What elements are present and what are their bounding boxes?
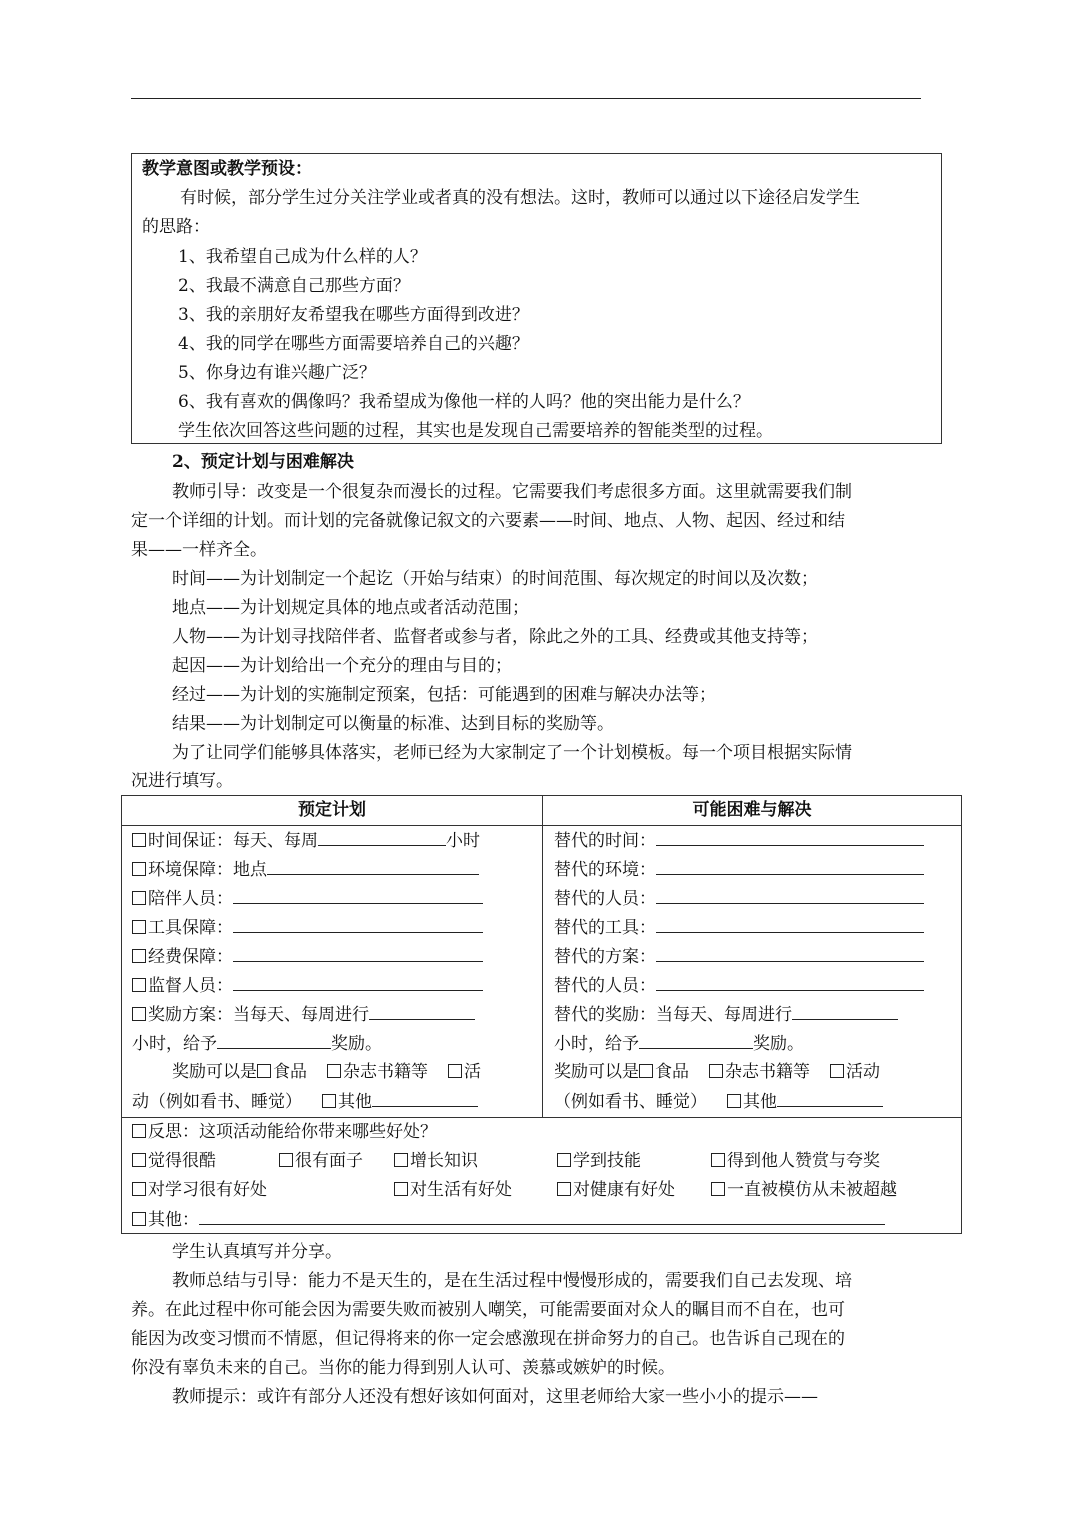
- reflect-option: 很有面子: [279, 1147, 363, 1176]
- guide-line: 定一个详细的计划。而计划的完备就像记叙文的六要素——时间、地点、人物、起因、经过和结: [131, 511, 845, 531]
- checkbox[interactable]: [132, 1182, 146, 1196]
- reflect-option: 觉得很酷: [132, 1147, 216, 1176]
- alt-people2-row: 替代的人员：: [554, 971, 924, 1001]
- checkbox[interactable]: [132, 1153, 146, 1167]
- checkbox[interactable]: [709, 1064, 723, 1078]
- reward-hours-row: 小时，给予 奖励。: [132, 1029, 382, 1059]
- alt-people-row: 替代的人员：: [554, 884, 924, 914]
- guide-line: 果——一样齐全。: [131, 540, 267, 560]
- alt-give-blank[interactable]: [639, 1029, 753, 1049]
- checkbox[interactable]: [132, 978, 146, 992]
- element-line: 经过——为计划的实施制定预案，包括：可能遇到的困难与解决办法等；: [172, 685, 716, 705]
- checkbox[interactable]: [448, 1064, 462, 1078]
- env-blank[interactable]: [267, 855, 479, 875]
- checkbox[interactable]: [557, 1153, 571, 1167]
- summary-line: 你没有辜负未来的自己。当你的能力得到别人认可、羡慕或嫉妒的时候。: [131, 1358, 675, 1378]
- checkbox[interactable]: [132, 949, 146, 963]
- element-line: 人物——为计划寻找陪伴者、监督者或参与者，除此之外的工具、经费或其他支持等；: [172, 627, 818, 647]
- summary-line: 教师总结与引导：能力不是天生的，是在生活过程中慢慢形成的，需要我们自己去发现、培: [172, 1271, 852, 1291]
- alt-people-blank[interactable]: [656, 884, 924, 904]
- template-line: 况进行填写。: [131, 771, 233, 791]
- reward-give-blank[interactable]: [217, 1029, 331, 1049]
- alt-time-blank[interactable]: [656, 826, 924, 846]
- intent-closing: 学生依次回答这些问题的过程，其实也是发现自己需要培养的智能类型的过程。: [178, 421, 773, 441]
- element-line: 起因——为计划给出一个充分的理由与目的；: [172, 656, 512, 676]
- checkbox[interactable]: [830, 1064, 844, 1078]
- reward-options-row2: 动（例如看书、睡觉） 其他: [132, 1087, 478, 1117]
- checkbox[interactable]: [132, 862, 146, 876]
- supervisor-blank[interactable]: [233, 971, 483, 991]
- alt-reward-blank[interactable]: [792, 1000, 898, 1020]
- alt-reward-hours-row: 小时，给予 奖励。: [554, 1029, 804, 1059]
- checkbox[interactable]: [132, 891, 146, 905]
- question-item: 6、我有喜欢的偶像吗？我希望成为像他一样的人吗？他的突出能力是什么？: [178, 392, 750, 412]
- question-item: 5、你身边有谁兴趣广泛？: [178, 363, 376, 383]
- reflect-option: 增长知识: [394, 1147, 478, 1176]
- env-row: 环境保障：地点: [132, 855, 479, 885]
- alt-time-row: 替代的时间：: [554, 826, 924, 856]
- question-item: 2、我最不满意自己那些方面？: [178, 276, 410, 296]
- reward-row: 奖励方案：当每天、每周进行: [132, 1000, 475, 1030]
- tools-row: 工具保障：: [132, 913, 483, 943]
- companion-row: 陪伴人员：: [132, 884, 483, 914]
- alt-env-blank[interactable]: [656, 855, 924, 875]
- reflect-option: 对学习很有好处: [132, 1176, 267, 1205]
- hint-line: 教师提示：或许有部分人还没有想好该如何面对，这里老师给大家一些小小的提示——: [172, 1387, 818, 1407]
- section-heading: 2、预定计划与困难解决: [172, 452, 354, 472]
- checkbox[interactable]: [322, 1094, 336, 1108]
- guide-line: 教师引导：改变是一个很复杂而漫长的过程。它需要我们考虑很多方面。这里就需要我们制: [172, 482, 852, 502]
- checkbox[interactable]: [132, 1007, 146, 1021]
- alt-reward-options-row: 奖励可以是 食品 杂志书籍等 活动: [554, 1062, 880, 1082]
- checkbox[interactable]: [327, 1064, 341, 1078]
- checkbox[interactable]: [394, 1153, 408, 1167]
- alt-other-blank[interactable]: [777, 1087, 883, 1107]
- checkbox[interactable]: [132, 1212, 146, 1226]
- other-blank[interactable]: [372, 1087, 478, 1107]
- intent-intro-line2: 的思路：: [142, 217, 210, 237]
- alt-plan-blank[interactable]: [656, 942, 924, 962]
- checkbox[interactable]: [727, 1094, 741, 1108]
- reward-options-row: 奖励可以是 食品 杂志书籍等 活: [172, 1062, 481, 1082]
- time-guarantee-row: 时间保证：每天、每周 小时: [132, 826, 480, 856]
- supervisor-row: 监督人员：: [132, 971, 483, 1001]
- summary-line: 养。在此过程中你可能会因为需要失败而被别人嘲笑，可能需要面对众人的瞩目而不自在，也可: [131, 1300, 845, 1320]
- alt-people2-blank[interactable]: [656, 971, 924, 991]
- checkbox[interactable]: [711, 1153, 725, 1167]
- checkbox[interactable]: [257, 1064, 271, 1078]
- reflect-question: 反思：这项活动能给你带来哪些好处？: [132, 1118, 437, 1147]
- share-line: 学生认真填写并分享。: [172, 1242, 342, 1262]
- time-blank[interactable]: [318, 826, 446, 846]
- checkbox[interactable]: [394, 1182, 408, 1196]
- question-item: 4、我的同学在哪些方面需要培养自己的兴趣？: [178, 334, 529, 354]
- alt-env-row: 替代的环境：: [554, 855, 924, 885]
- checkbox[interactable]: [132, 920, 146, 934]
- alt-reward-row: 替代的奖励：当每天、每周进行: [554, 1000, 898, 1030]
- reflect-other-blank[interactable]: [199, 1205, 885, 1225]
- teaching-intent-box: [131, 153, 942, 444]
- element-line: 时间——为计划制定一个起讫（开始与结束）的时间范围、每次规定的时间以及次数；: [172, 569, 818, 589]
- companion-blank[interactable]: [233, 884, 483, 904]
- col2-header: 可能困难与解决: [692, 800, 812, 820]
- checkbox[interactable]: [132, 833, 146, 847]
- header-rule: [131, 98, 921, 99]
- checkbox[interactable]: [279, 1153, 293, 1167]
- question-item: 1、我希望自己成为什么样的人？: [178, 247, 427, 267]
- alt-tools-blank[interactable]: [656, 913, 924, 933]
- intent-title: 教学意图或教学预设：: [142, 159, 312, 179]
- funds-row: 经费保障：: [132, 942, 483, 972]
- alt-tools-row: 替代的工具：: [554, 913, 924, 943]
- question-item: 3、我的亲朋好友希望我在哪些方面得到改进？: [178, 305, 529, 325]
- checkbox[interactable]: [711, 1182, 725, 1196]
- alt-reward-options-row2: （例如看书、睡觉） 其他: [554, 1087, 883, 1117]
- reflect-option: 得到他人赞赏与夸奖: [711, 1147, 880, 1176]
- reflect-option: 对生活有好处: [394, 1176, 512, 1205]
- funds-blank[interactable]: [233, 942, 483, 962]
- reflect-option: 一直被模仿从未被超越: [711, 1176, 897, 1205]
- summary-line: 能因为改变习惯而不情愿，但记得将来的你一定会感激现在拼命努力的自己。也告诉自己现在的: [131, 1329, 845, 1349]
- reflect-option: 对健康有好处: [557, 1176, 675, 1205]
- intent-intro-line1: 有时候，部分学生过分关注学业或者真的没有想法。这时，教师可以通过以下途径启发学生: [180, 188, 860, 208]
- element-line: 地点——为计划规定具体的地点或者活动范围；: [172, 598, 529, 618]
- tools-blank[interactable]: [233, 913, 483, 933]
- table-divider: [542, 796, 543, 1117]
- reflect-other-row: 其他：: [132, 1205, 885, 1235]
- reflect-option: 学到技能: [557, 1147, 641, 1176]
- col1-header: 预定计划: [298, 800, 366, 820]
- checkbox[interactable]: [132, 1124, 146, 1138]
- checkbox[interactable]: [639, 1064, 653, 1078]
- checkbox[interactable]: [557, 1182, 571, 1196]
- element-line: 结果——为计划制定可以衡量的标准、达到目标的奖励等。: [172, 714, 614, 734]
- template-line: 为了让同学们能够具体落实，老师已经为大家制定了一个计划模板。每一个项目根据实际情: [172, 743, 852, 763]
- alt-plan-row: 替代的方案：: [554, 942, 924, 972]
- reward-blank[interactable]: [369, 1000, 475, 1020]
- plan-table: [121, 795, 962, 1234]
